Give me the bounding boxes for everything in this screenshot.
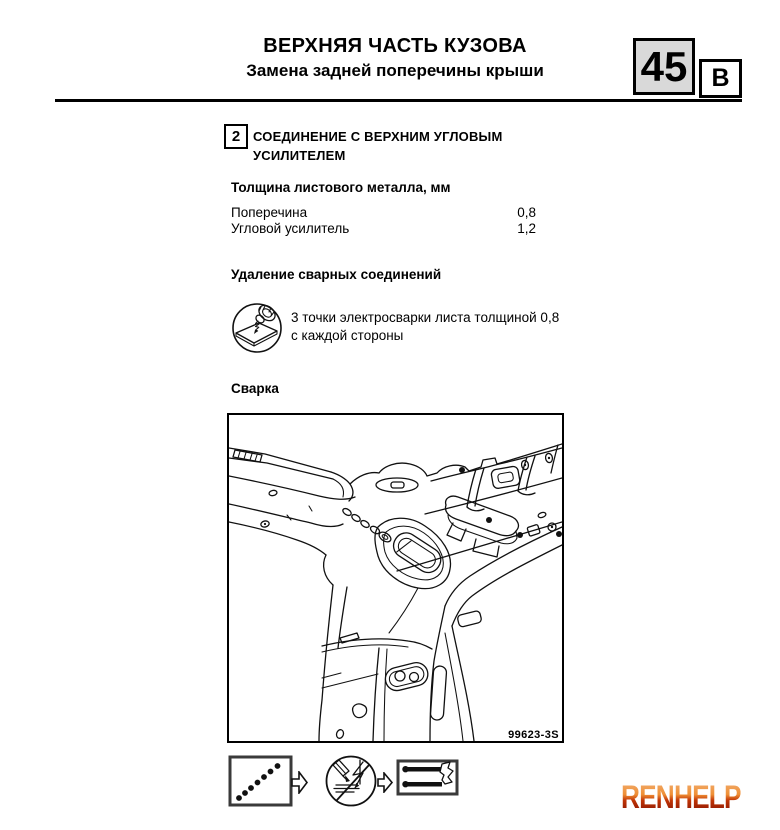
thickness-heading: Толщина листового металла, мм (231, 180, 451, 195)
section-title-line2: УСИЛИТЕЛЕМ (253, 148, 346, 163)
no-spot-weld-electric-icon (324, 754, 378, 813)
row-label: Поперечина (231, 205, 308, 220)
chapter-letter-badge: B (699, 59, 742, 98)
welding-heading: Сварка (231, 381, 279, 396)
row-label: Угловой усилитель (231, 221, 350, 236)
section-number-box: 2 (224, 124, 248, 149)
section-title-line1: СОЕДИНЕНИЕ С ВЕРХНИМ УГЛОВЫМ (253, 129, 503, 144)
spot-weld-points-icon (228, 755, 293, 812)
figure-reference: 99623-3S (505, 729, 559, 741)
weld-removal-heading: Удаление сварных соединений (231, 267, 442, 282)
arrow-right-icon (377, 772, 394, 798)
table-row (231, 205, 536, 221)
renhelp-watermark: RENHELP (621, 779, 741, 815)
row-value: 0,8 (517, 205, 536, 220)
header-divider (55, 99, 742, 102)
thickness-table (231, 205, 536, 237)
note-line1: 3 точки электросварки листа толщиной 0,8 (291, 310, 560, 325)
figure-frame (227, 413, 564, 743)
plug-weld-seam-icon (396, 759, 459, 801)
drill-spot-weld-icon (231, 300, 283, 359)
page-subtitle: Замена задней поперечины крыши (246, 61, 544, 80)
arrow-right-icon (291, 771, 309, 799)
note-line2: с каждой стороны (291, 328, 404, 343)
roof-crossmember-drawing (229, 415, 562, 741)
section-title (253, 127, 503, 165)
weld-removal-note (291, 309, 559, 345)
row-value: 1,2 (517, 221, 536, 236)
chapter-number-badge: 45 (633, 38, 695, 95)
page-title: ВЕРХНЯЯ ЧАСТЬ КУЗОВА (263, 35, 527, 57)
table-row (231, 221, 536, 237)
